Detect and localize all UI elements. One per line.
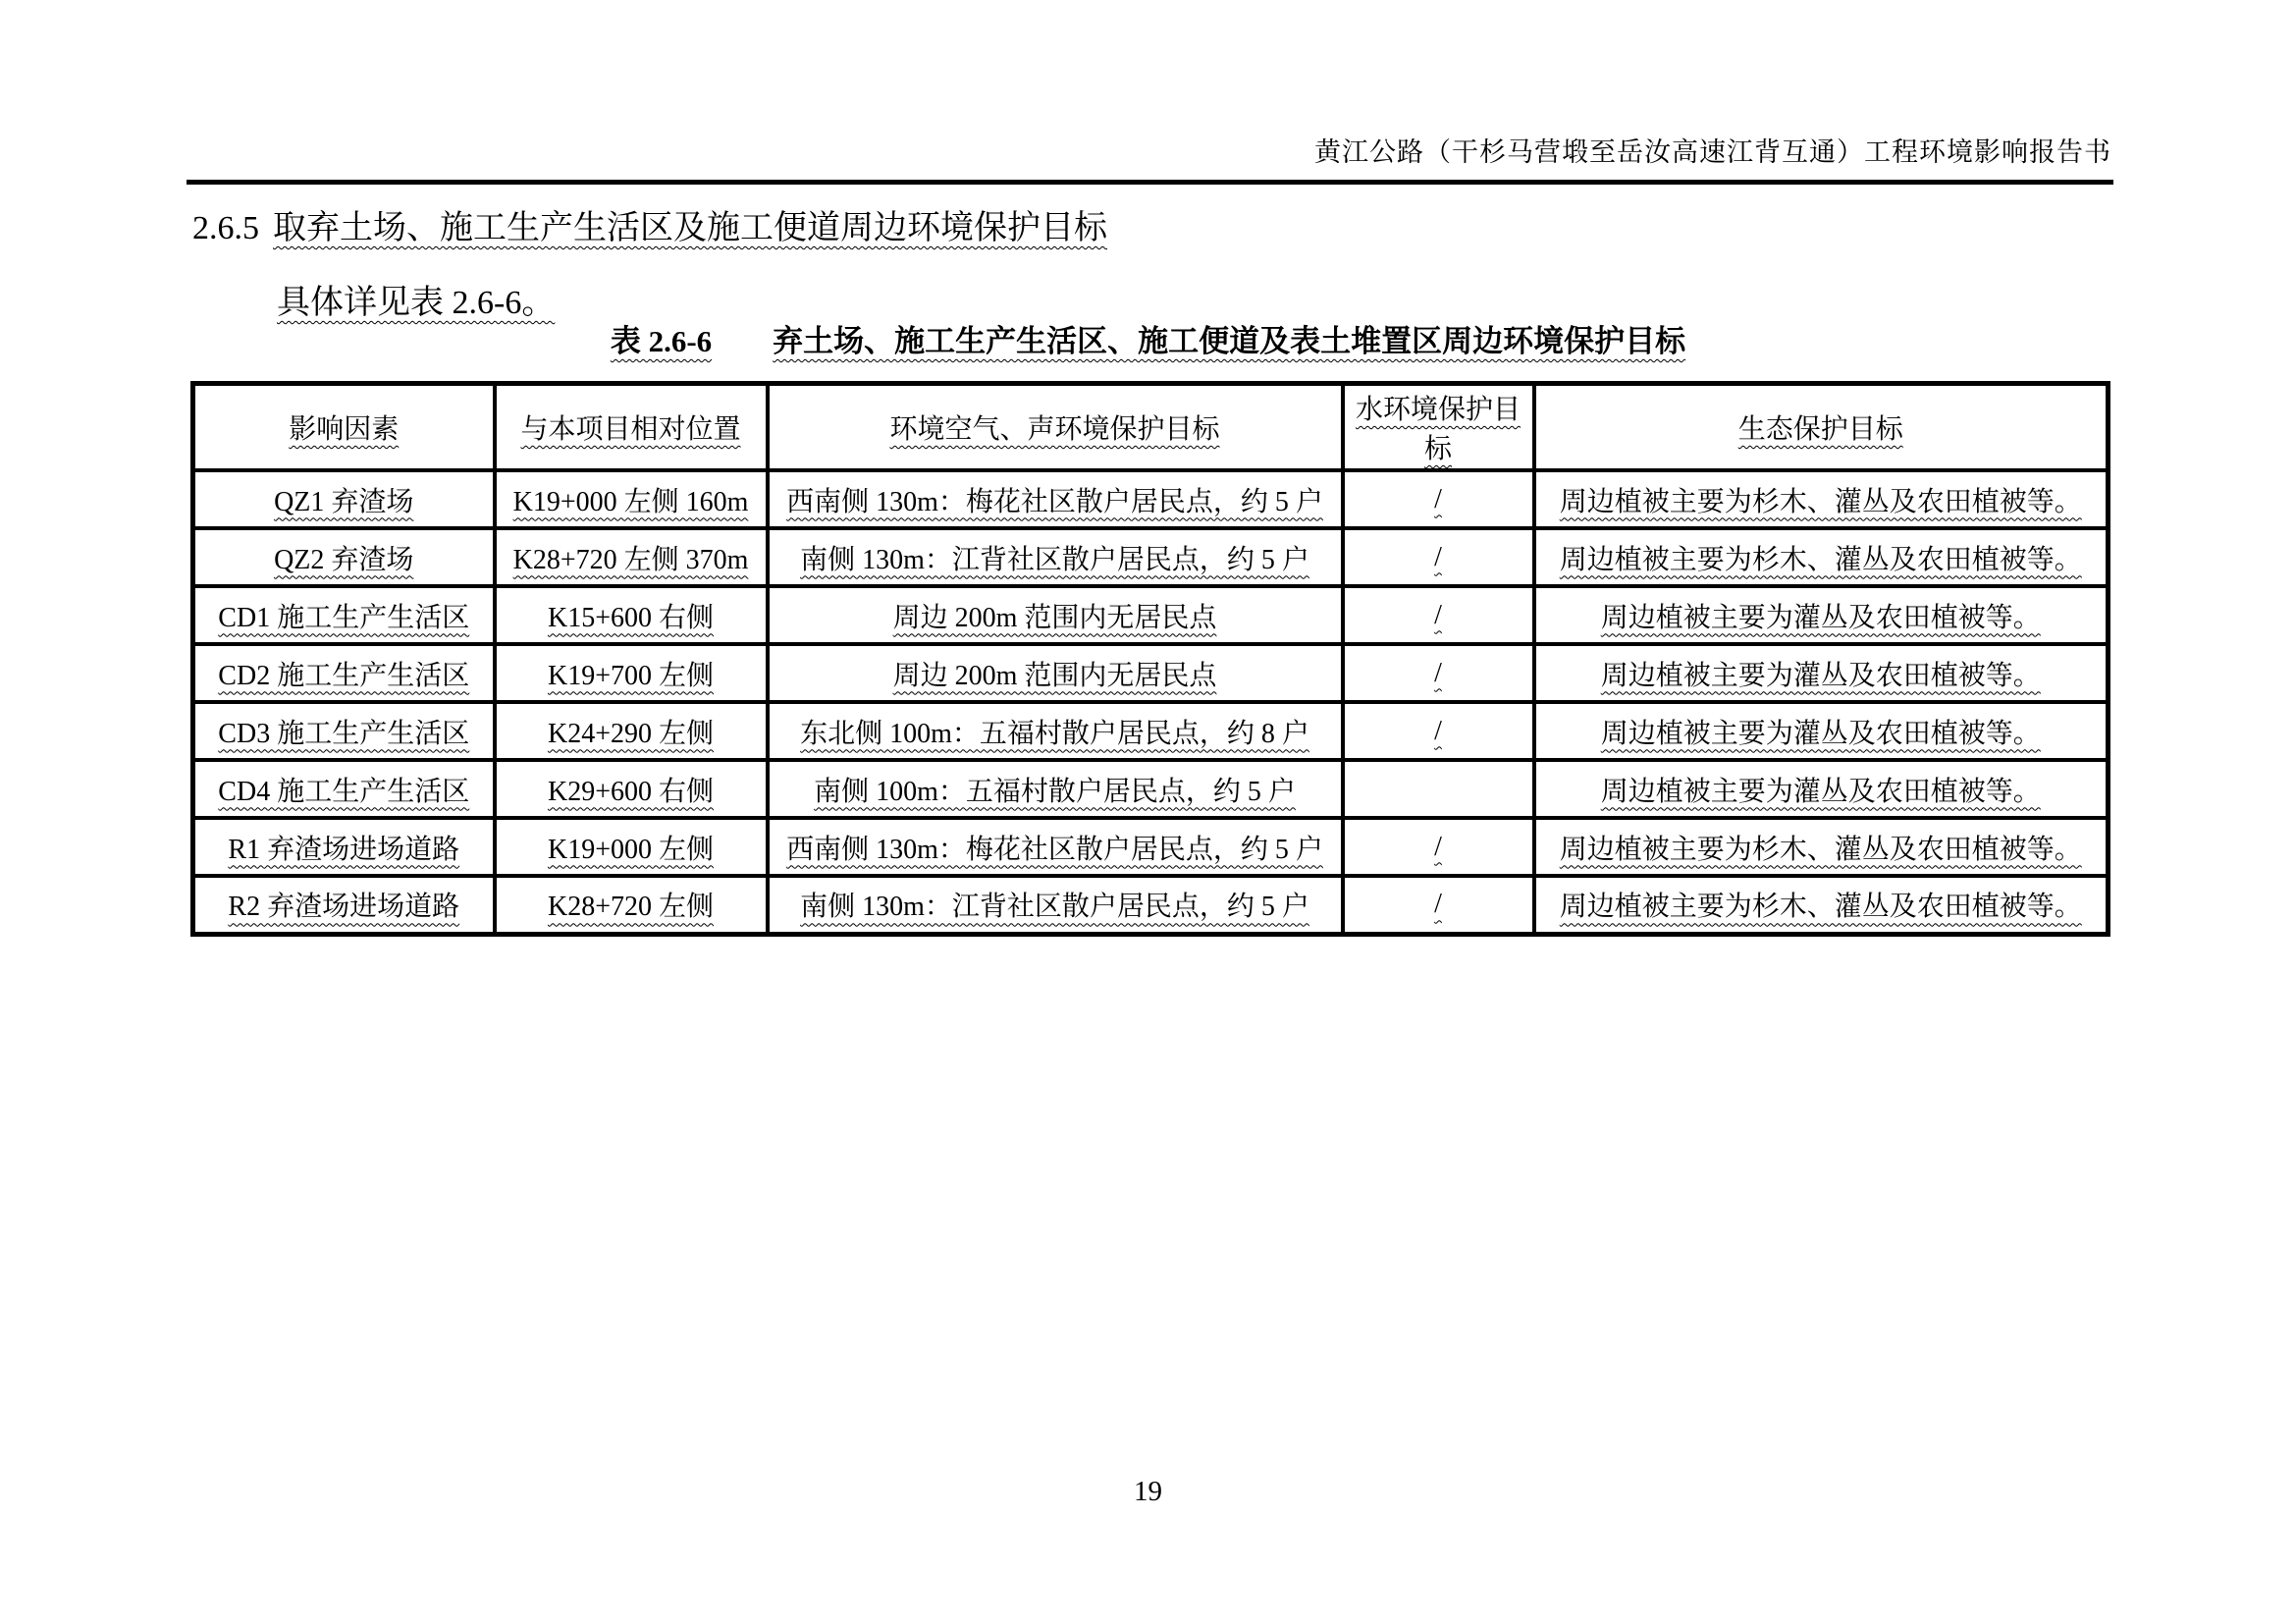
cell-position: K29+600 右侧 xyxy=(495,760,768,818)
table-header-row xyxy=(193,384,2109,471)
table-row xyxy=(193,760,2109,818)
running-header-text: 黄江公路（干杉马营塅至岳汝高速江背互通）工程环境影响报告书 xyxy=(1314,137,2111,167)
table-title: 弃土场、施工生产生活区、施工便道及表土堆置区周边环境保护目标 xyxy=(773,324,1686,358)
cell-water xyxy=(1343,760,1534,818)
cell-ecology: 周边植被主要为杉木、灌丛及农田植被等。 xyxy=(1534,470,2109,528)
cell-ecology: 周边植被主要为灌丛及农田植被等。 xyxy=(1534,644,2109,702)
table-row xyxy=(193,586,2109,644)
cell-air-noise: 南侧 130m：江背社区散户居民点，约 5 户 xyxy=(768,876,1343,934)
cell-position: K28+720 左侧 370m xyxy=(495,528,768,586)
header-divider xyxy=(187,180,2113,185)
section-heading xyxy=(192,200,1107,248)
cell-air-noise: 西南侧 130m：梅花社区散户居民点，约 5 户 xyxy=(768,818,1343,876)
cell-water: / xyxy=(1343,586,1534,644)
cell-impact-factor: QZ1 弃渣场 xyxy=(193,470,495,528)
col-header-water-target: 水环境保护目标 xyxy=(1343,384,1534,471)
cell-ecology: 周边植被主要为杉木、灌丛及农田植被等。 xyxy=(1534,818,2109,876)
table-row xyxy=(193,644,2109,702)
table-row xyxy=(193,818,2109,876)
table-caption xyxy=(0,316,2296,360)
cell-water: / xyxy=(1343,528,1534,586)
page-number: 19 xyxy=(1134,1476,1162,1507)
cell-air-noise: 西南侧 130m：梅花社区散户居民点，约 5 户 xyxy=(768,470,1343,528)
cell-impact-factor: CD4 施工生产生活区 xyxy=(193,760,495,818)
cell-water: / xyxy=(1343,702,1534,760)
cell-water: / xyxy=(1343,470,1534,528)
cell-air-noise: 周边 200m 范围内无居民点 xyxy=(768,644,1343,702)
cell-impact-factor: CD3 施工生产生活区 xyxy=(193,702,495,760)
cell-water: / xyxy=(1343,818,1534,876)
table-row xyxy=(193,876,2109,934)
col-header-impact-factor: 影响因素 xyxy=(193,384,495,471)
cell-ecology: 周边植被主要为灌丛及农田植被等。 xyxy=(1534,702,2109,760)
cell-ecology: 周边植被主要为杉木、灌丛及农田植被等。 xyxy=(1534,876,2109,934)
cell-position: K15+600 右侧 xyxy=(495,586,768,644)
table-row xyxy=(193,470,2109,528)
cell-position: K19+000 左侧 xyxy=(495,818,768,876)
running-header xyxy=(1314,131,2111,169)
cell-air-noise: 南侧 100m：五福村散户居民点，约 5 户 xyxy=(768,760,1343,818)
cell-water: / xyxy=(1343,876,1534,934)
table-row xyxy=(193,702,2109,760)
cell-impact-factor: CD1 施工生产生活区 xyxy=(193,586,495,644)
cell-air-noise: 东北侧 100m：五福村散户居民点，约 8 户 xyxy=(768,702,1343,760)
cell-position: K19+000 左侧 160m xyxy=(495,470,768,528)
cell-ecology: 周边植被主要为灌丛及农田植被等。 xyxy=(1534,586,2109,644)
cell-air-noise: 周边 200m 范围内无居民点 xyxy=(768,586,1343,644)
detail-text: 具体详见表 2.6-6。 xyxy=(277,285,556,321)
cell-impact-factor: R1 弃渣场进场道路 xyxy=(193,818,495,876)
cell-ecology: 周边植被主要为杉木、灌丛及农田植被等。 xyxy=(1534,528,2109,586)
cell-impact-factor: R2 弃渣场进场道路 xyxy=(193,876,495,934)
cell-air-noise: 南侧 130m：江背社区散户居民点，约 5 户 xyxy=(768,528,1343,586)
cell-water: / xyxy=(1343,644,1534,702)
col-header-ecology-target: 生态保护目标 xyxy=(1534,384,2109,471)
table-row xyxy=(193,528,2109,586)
col-header-air-noise-target: 环境空气、声环境保护目标 xyxy=(768,384,1343,471)
section-number: 2.6.5 xyxy=(192,210,259,246)
cell-impact-factor: CD2 施工生产生活区 xyxy=(193,644,495,702)
col-header-relative-position: 与本项目相对位置 xyxy=(495,384,768,471)
cell-position: K24+290 左侧 xyxy=(495,702,768,760)
cell-impact-factor: QZ2 弃渣场 xyxy=(193,528,495,586)
protection-targets-table xyxy=(190,381,2110,937)
table-label: 表 2.6-6 xyxy=(610,324,713,358)
cell-position: K28+720 左侧 xyxy=(495,876,768,934)
section-title: 取弃土场、施工生产生活区及施工便道周边环境保护目标 xyxy=(273,210,1107,246)
cell-ecology: 周边植被主要为灌丛及农田植被等。 xyxy=(1534,760,2109,818)
cell-position: K19+700 左侧 xyxy=(495,644,768,702)
